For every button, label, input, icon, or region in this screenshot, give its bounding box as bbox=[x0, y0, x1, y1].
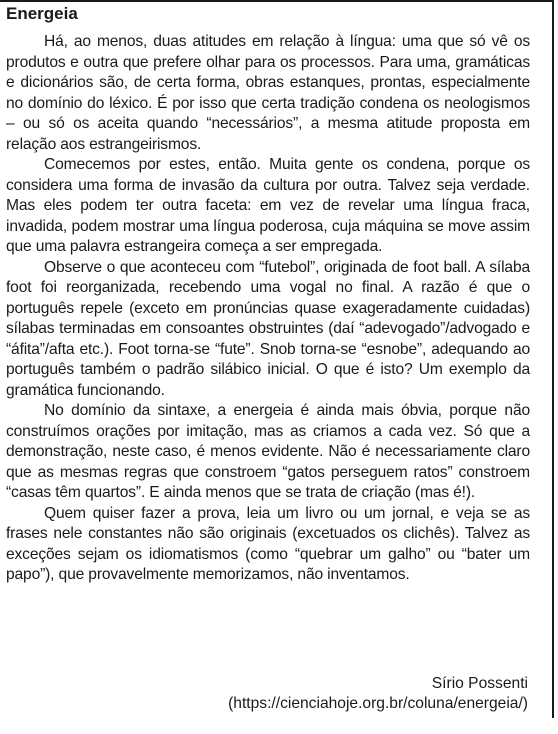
article-title: Energeia bbox=[6, 4, 78, 23]
paragraph-1: Há, ao menos, duas atitudes em relação à língua: uma que só vê os produtos e outra que prefere olhar para os processos. Para uma, gramáticas e dicionários são, de certa forma, obras estanques, prontas, especialmente no domínio do léxico. É por isso que certa tradição condena os neologismos – ou só os aceita quando “necessários”, a mesma atitude proposta em relação aos estrangeirismos. bbox=[6, 33, 530, 153]
article-body bbox=[6, 32, 530, 586]
paragraph-5: Quem quiser fazer a prova, leia um livro ou um jornal, e veja se as frases nele constantes não são originais (excetuados os clichês). Talvez as exceções sejam os idiomatismos (como “quebrar um galho” ou “bater um papo”), que provavelmente memorizamos, não inventamos. bbox=[6, 504, 530, 583]
source-url: (https://cienciahoje.org.br/coluna/energeia/) bbox=[228, 695, 528, 712]
paragraph-4: No domínio da sintaxe, a energeia é ainda mais óbvia, porque não construímos orações por imitação, mas as criamos a cada vez. Só que a demonstração, neste caso, é menos evidente. Não é necessariamente claro que as mesmas regras que constroem “gatos perseguem ratos” constroem “casas têm quartos”. E ainda menos que se trata de criação (mas é!). bbox=[6, 402, 530, 501]
frame-top-border bbox=[0, 0, 552, 2]
signature-block bbox=[228, 674, 528, 714]
author-name: Sírio Possenti bbox=[431, 675, 528, 692]
frame-right-border bbox=[552, 0, 554, 718]
paragraph-3: Observe o que aconteceu com “futebol”, originada de foot ball. A sílaba foot foi reorganizada, recebendo uma vogal no final. A razão é que o português repele (exceto em pronúncias quase exageradamente cuidadas) sílabas terminadas em consoantes obstruintes (daí “adevogado”/advogado e “áfita”/afta etc.). Foot torna-se “fute”. Snob torna-se “esnobe”, adequando ao português também o padrão silábico inicial. O que é isto? Um exemplo da gramática funcionando. bbox=[6, 258, 530, 399]
paragraph-2: Comecemos por estes, então. Muita gente os condena, porque os considera uma forma de invasão da cultura por outra. Talvez seja verdade. Mas eles podem ter outra faceta: em vez de revelar uma língua fraca, invadida, podem mostrar uma língua poderosa, cuja máquina se move assim que uma palavra estrangeira começa a ser empregada. bbox=[6, 156, 530, 255]
